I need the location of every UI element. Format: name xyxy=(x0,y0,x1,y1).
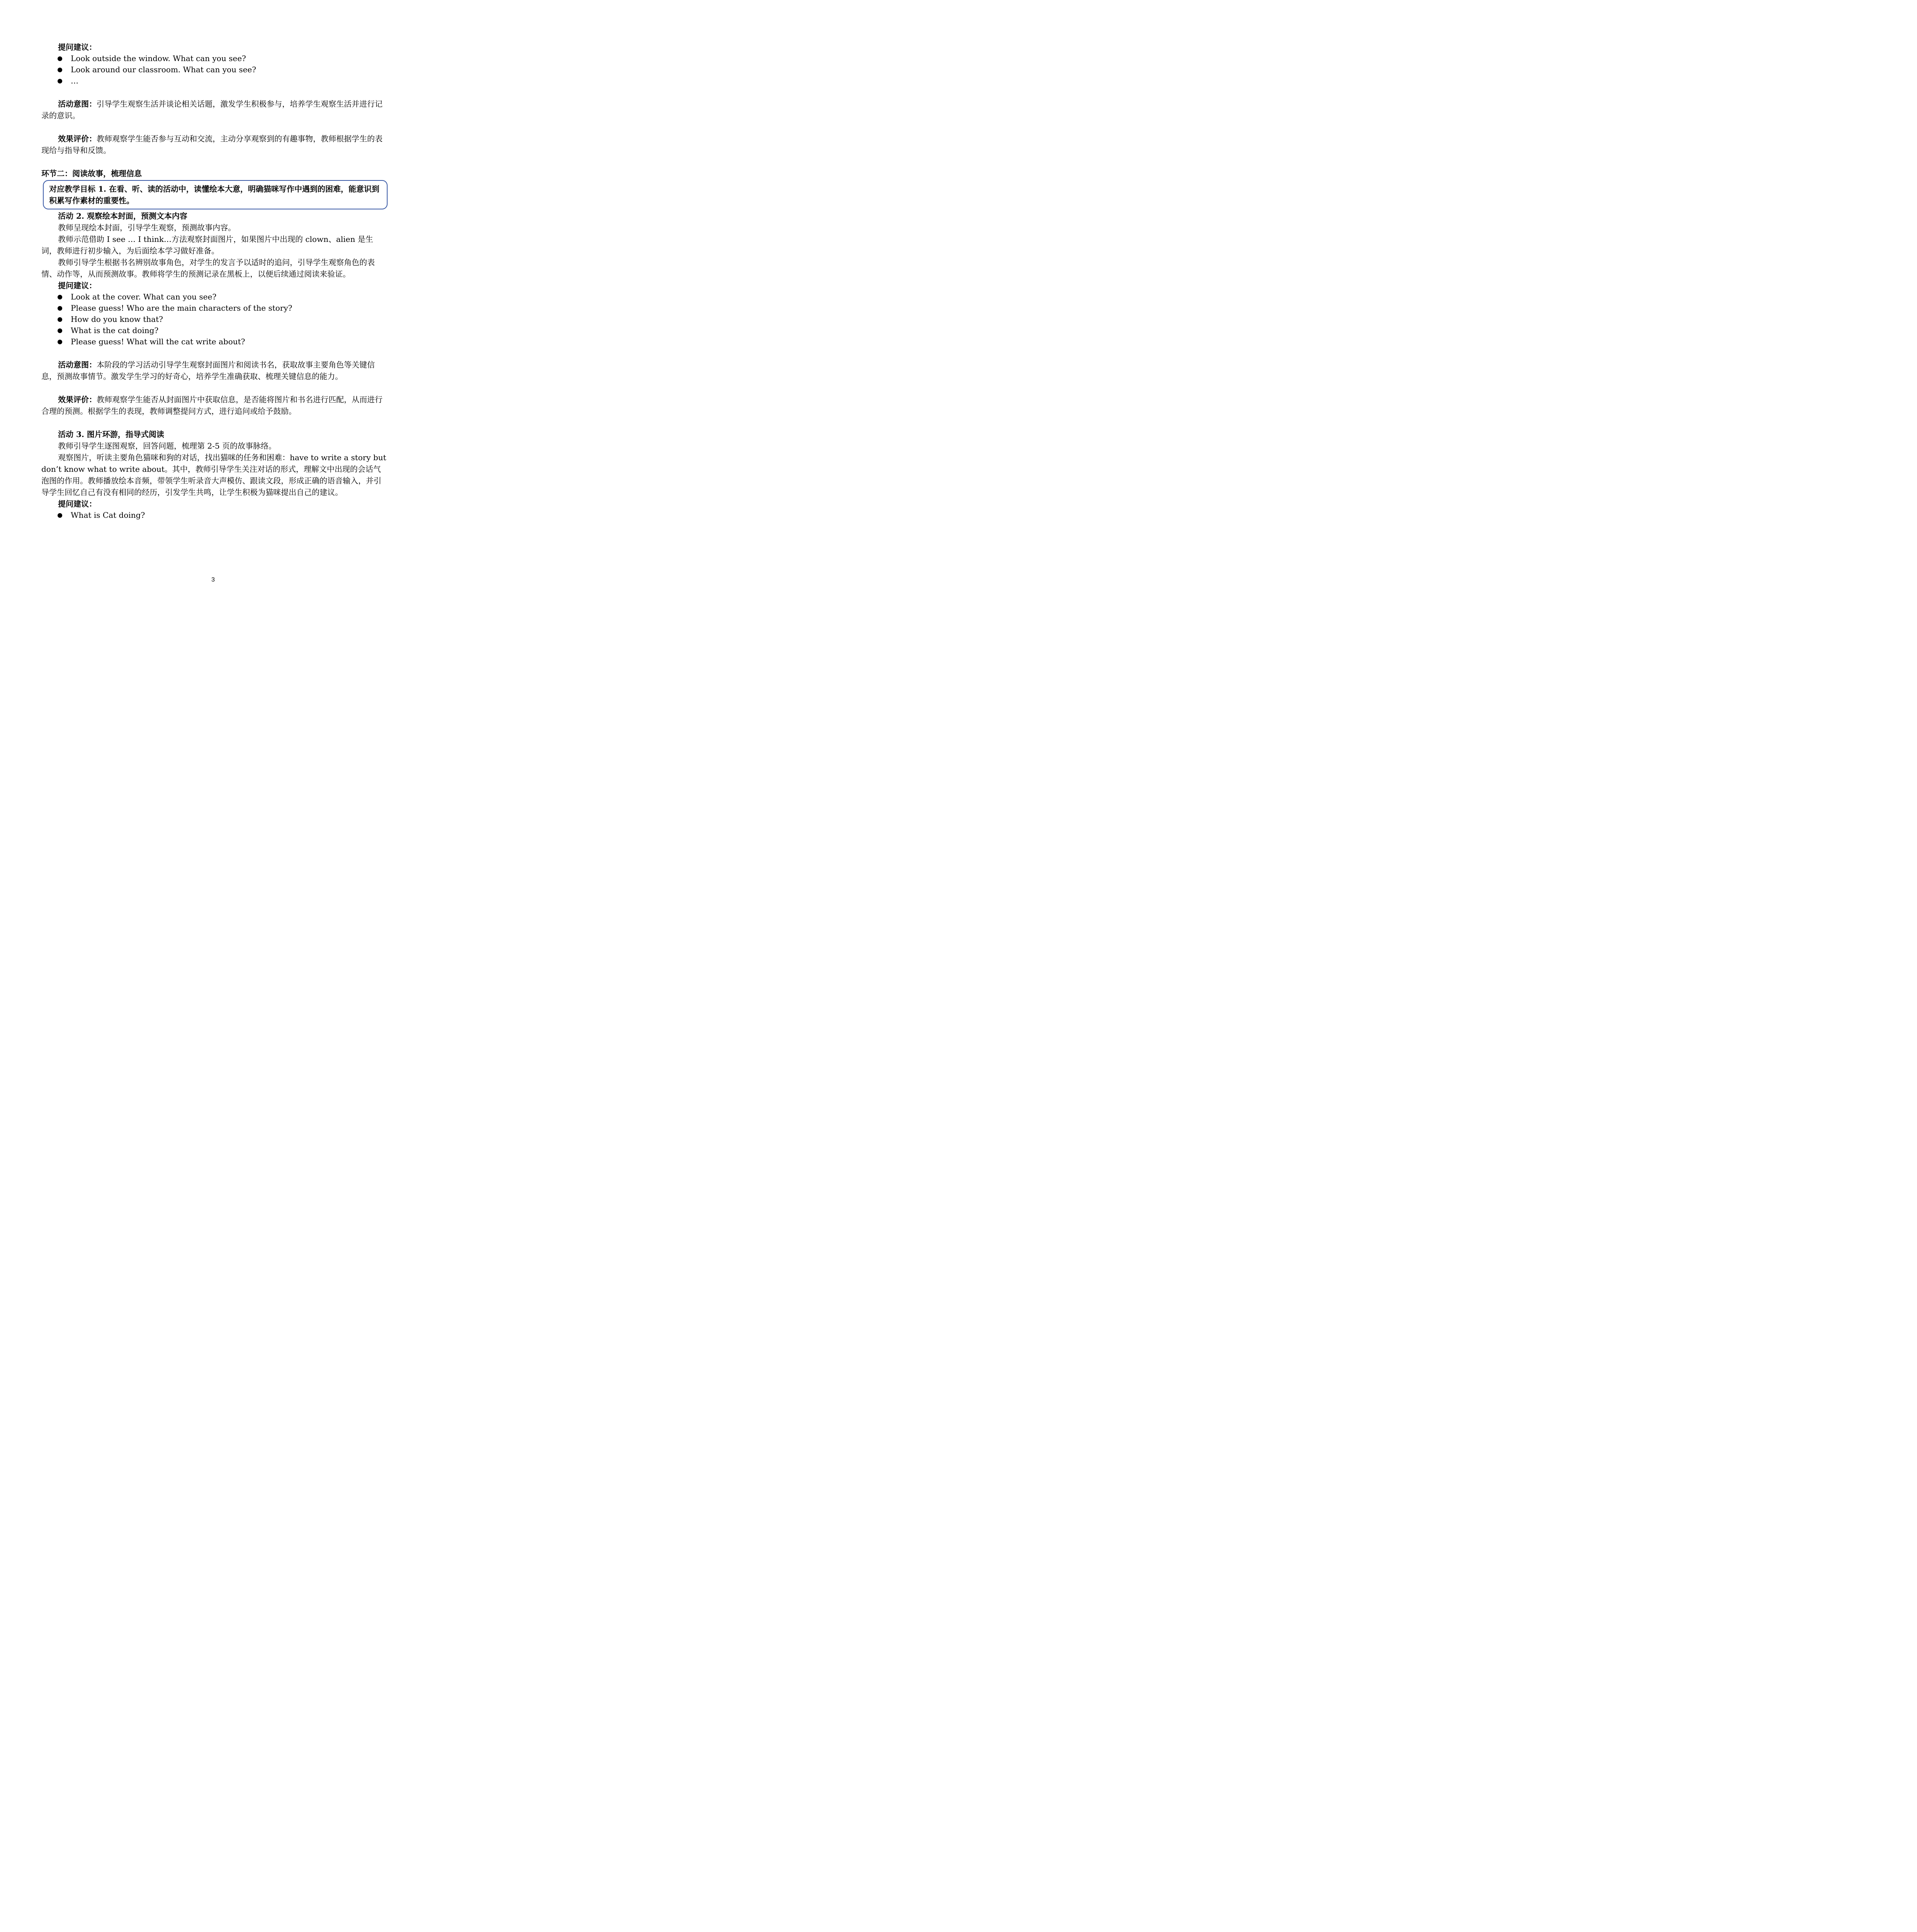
list-item: How do you know that? xyxy=(57,314,388,325)
list-item: Look outside the window. What can you see? xyxy=(57,53,388,64)
list-item: What is Cat doing? xyxy=(57,510,388,521)
activity-intent: 活动意图：本阶段的学习活动引导学生观察封面图片和阅读书名，获取故事主要角色等关键信息，预测故事情节。激发学生学习的好奇心，培养学生准确获取、梳理关键信息的能力。 xyxy=(41,360,375,381)
effect-evaluation: 效果评价：教师观察学生能否参与互动和交流，主动分享观察到的有趣事物，教师根据学生的表现给与指导和反馈。 xyxy=(41,134,383,155)
page-number: 3 xyxy=(211,577,215,583)
question-suggestions-label: 提问建议： xyxy=(58,43,97,52)
effect-evaluation: 效果评价：教师观察学生能否从封面图片中获取信息，是否能将图片和书名进行匹配，从而进行合理的预测。根据学生的表现，教师调整提问方式，进行追问或给予鼓励。 xyxy=(41,395,383,416)
activity-intent: 活动意图：引导学生观察生活并谈论相关话题，激发学生积极参与，培养学生观察生活并进行记录的意识。 xyxy=(41,99,383,120)
question-list xyxy=(41,510,388,521)
activity-2-paragraph: 教师引导学生根据书名辨别故事角色，对学生的发言予以适时的追问，引导学生观察角色的表情、动作等，从而预测故事。教师将学生的预测记录在黑板上，以便后续通过阅读来验证。 xyxy=(41,258,375,279)
list-item: Please guess! What will the cat write about? xyxy=(57,336,388,347)
activity-3-paragraph: 教师引导学生逐图观察，回答问题，梳理第 2-5 页的故事脉络。 xyxy=(58,441,276,451)
activity-3-title: 活动 3. 图片环游，指导式阅读 xyxy=(58,430,164,439)
question-suggestions-label: 提问建议： xyxy=(58,499,97,509)
question-suggestions-label: 提问建议： xyxy=(58,281,97,290)
question-list xyxy=(41,53,388,87)
list-item: What is the cat doing? xyxy=(57,325,388,336)
list-item: Please guess! Who are the main characters of the story? xyxy=(57,303,388,314)
section-heading: 环节二：阅读故事，梳理信息 xyxy=(41,169,142,178)
list-item: Look at the cover. What can you see? xyxy=(57,291,388,303)
list-item: … xyxy=(57,75,388,87)
document-page xyxy=(0,0,426,603)
activity-2-paragraph: 教师呈现绘本封面，引导学生观察，预测故事内容。 xyxy=(58,223,236,232)
list-item: Look around our classroom. What can you see? xyxy=(57,64,388,75)
question-list xyxy=(41,291,388,347)
activity-2-paragraph: 教师示范借助 I see … I think…方法观察封面图片，如果图片中出现的 clown、alien 是生词，教师进行初步输入，为后面绘本学习做好准备。 xyxy=(41,235,373,255)
teaching-goal-box: 对应教学目标 1. 在看、听、读的活动中，读懂绘本大意，明确猫咪写作中遇到的困难，能意识到积累写作素材的重要性。 xyxy=(43,180,388,209)
activity-3-paragraph: 观察图片，听读主要角色猫咪和狗的对话，找出猫咪的任务和困难：have to write a story but don’t know what to write about。其中，教师引导学生关注对话的形式，理解文中出现的会话气泡图的作用。教师播放绘本音频，带领学生听录音大声模仿、跟读文段，形成正确的语音输入，并引导学生回忆自己有没有相同的经历，引发学生共鸣，让学生积极为猫咪提出自己的建议。 xyxy=(41,453,386,497)
activity-2-title: 活动 2. 观察绘本封面，预测文本内容 xyxy=(58,211,187,221)
